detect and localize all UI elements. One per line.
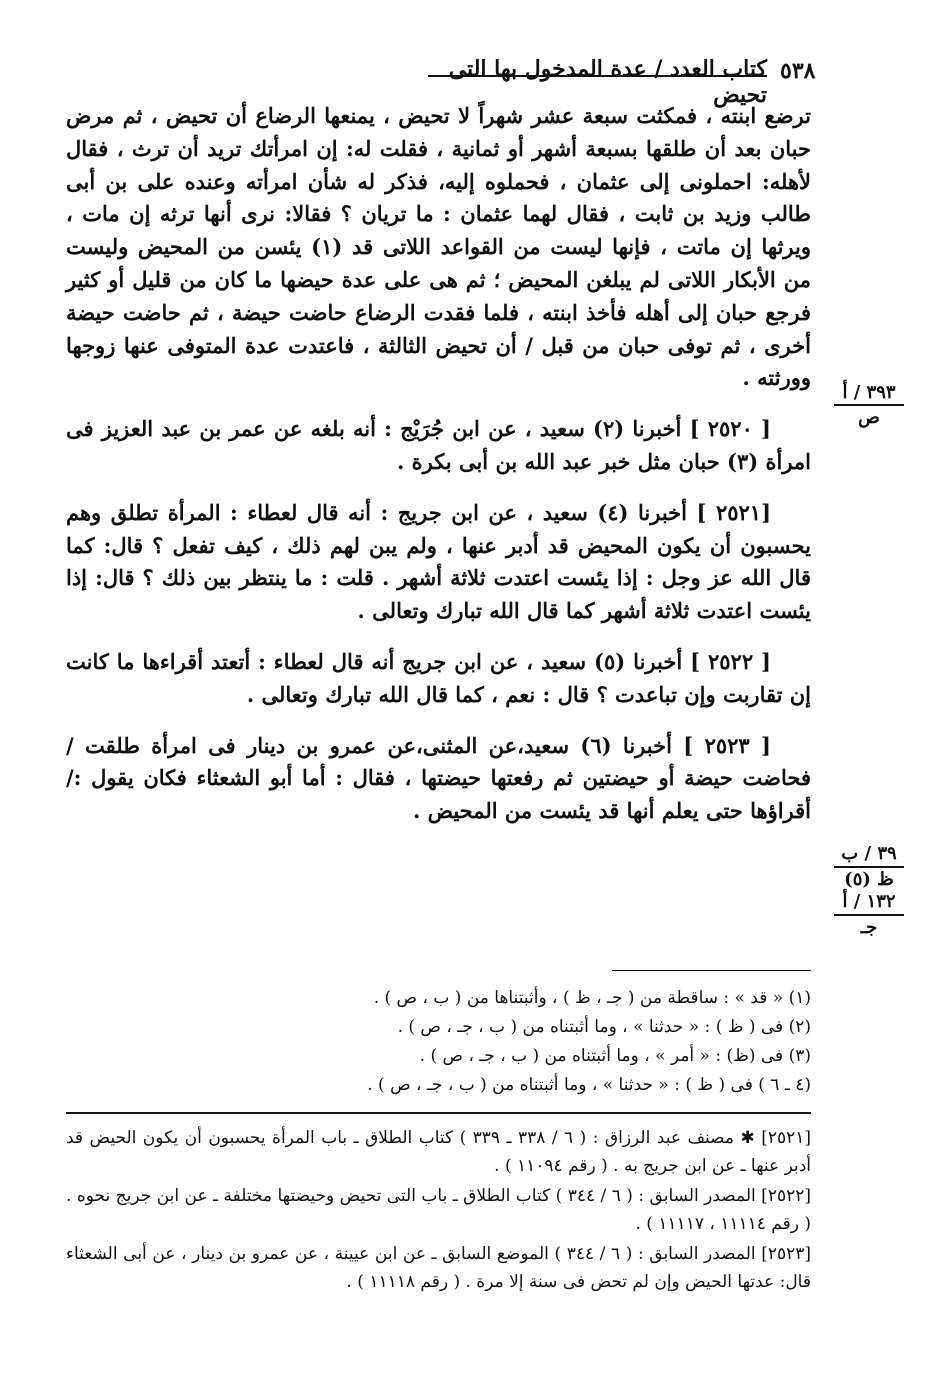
hadith-2521: [٢٥٢١ ] أخبرنا (٤) سعيد ، عن ابن جريج : أنه قال لعطاء : المرأة تطلق وهم يحسبون أن يكون المحيض قد أدبر عنها ، ولم يبن لهم ذلك ، كيف تفعل ؟ قال: كما قال الله عز وجل : إذا يئست اعتدت ثلاثة أشهر . قلت : ما ينتظر بين ذلك ؟ قال: إذا يئست اعتدت ثلاثة أشهر كما قال الله تبارك وتعالى . <box>66 499 811 624</box>
footnote: (٤ ـ ٦ ) فى ( ظ ) : « حدثنا » ، وما أثبتناه من ( ب ، جـ ، ص ) . <box>367 1075 811 1095</box>
reference-2522: [٢٥٢٢] المصدر السابق : ( ٦ / ٣٤٤ ) كتاب الطلاق ـ باب التى تحيض وحيضتها مختلفة ـ عن ابن جريج نحوه . ( رقم ١١١١٤ ، ١١١١٧ ) . <box>66 1186 811 1234</box>
running-title: كتاب العدد / عدة المدخول بها التى تحيض <box>448 56 767 108</box>
margin-note-manuscript-2 <box>834 843 904 939</box>
hadith-2522: [ ٢٥٢٢ ] أخبرنا (٥) سعيد ، عن ابن جريج أنه قال لعطاء : أتعتد أقراءها ما كانت إن تقاربت وإن تباعدت ؟ قال : نعم ، كما قال الله تبارك وتعالى . <box>66 648 811 707</box>
margin-note-siglum: ظ (٥) <box>844 869 894 890</box>
reference-2521: [٢٥٢١] ✱ مصنف عبد الرزاق : ( ٦ / ٣٣٨ ـ ٣٣٩ ) كتاب الطلاق ـ باب المرأة يحسبون أن يكون الحيض قد أدبر عنها ـ عن ابن جريج به . ( رقم ١١٠٩٤ ) . <box>66 1128 811 1176</box>
footnote: (٣) فى (ظ) : « أمر » ، وما أثبتناه من ( ب ، جـ ، ص ) . <box>419 1046 811 1066</box>
footnote-separator <box>612 970 811 971</box>
reference-2523: [٢٥٢٣] المصدر السابق : ( ٦ / ٣٤٤ ) الموضع السابق ـ عن ابن عيينة ، عن عمرو بن دينار ، عن أبى الشعثاء قال: عدتها الحيض وإن لم تحض فى سنة إلا مرة . ( رقم ١١١١٨ ) . <box>66 1244 812 1292</box>
margin-note-siglum: ص <box>858 407 880 428</box>
margin-note-folio: ١٣٢ / أ <box>842 891 896 912</box>
footnote: (٢) فى ( ظ ) : « حدثنا » ، وما أثبتناه من ( ب ، جـ ، ص ) . <box>397 1017 811 1037</box>
page-number: ٥٣٨ <box>780 58 816 84</box>
hadith-2523: [ ٢٥٢٣ ] أخبرنا (٦) سعيد،عن المثنى،عن عمرو بن دينار فى امرأة طلقت / فحاضت حيضة أو حيضتين ثم رفعتها حيضتها ، فقال : أما أبو الشعثاء فكان يقول :/ أقراؤها حتى يعلم أنها قد يئست من المحيض . <box>66 732 811 824</box>
margin-note-manuscript-1 <box>834 382 904 428</box>
footnotes <box>66 984 811 1100</box>
paragraph-continuation: ترضع ابنته ، فمكثت سبعة عشر شهراً لا تحيض ، يمنعها الرضاع أن تحيض ، ثم مرض حبان بعد أن طلقها بسبعة أشهر أو ثمانية ، فقلت له: إن امرأتك تريد أن ترث ، فقال لأهله: احملونى إلى عثمان ، فحملوه إليه، فذكر له شأن امرأته وعنده على بن أبى طالب وزيد بن ثابت ، فقال لهما عثمان : ما تريان ؟ فقالا: نرى أنها ترثه إن مات ، ويرثها إن ماتت ، فإنها ليست من القواعد اللاتى قد (١) يئسن من المحيض وليست من الأبكار اللاتى لم يبلغن المحيض ؛ ثم هى على عدة حيضها ما كان من قليل أو كثير فرجع حبان إلى أهله فأخذ ابنته ، فلما فقدت الرضاع حاضت حيضة ، ثم حاضت حيضة أخرى ، ثم توفى حبان من قبل / أن تحيض الثالثة ، فاعتدت عدة المتوفى عنها زوجها وورثته . <box>66 103 811 391</box>
margin-note-rule <box>834 866 904 868</box>
hadith-2520: [ ٢٥٢٠ ] أخبرنا (٢) سعيد ، عن ابن جُرَيْج : أنه بلغه عن عمر بن عبد العزيز فى امرأة (٣) حبان مثل خبر عبد الله بن أبى بكرة . <box>66 416 811 474</box>
main-text <box>66 100 811 828</box>
footnote: (١) « قد » : ساقطة من ( جـ ، ظ ) ، وأثبتناها من ( ب ، ص ) . <box>373 988 811 1008</box>
margin-note-rule <box>834 914 904 916</box>
references-separator <box>66 1112 811 1114</box>
margin-note-folio: ٣٩٣ / أ <box>842 382 896 403</box>
margin-note-rule <box>834 404 904 406</box>
source-references <box>66 1124 811 1298</box>
margin-note-siglum: جـ <box>860 917 878 938</box>
margin-note-folio: ٣٩ / ب <box>841 843 897 864</box>
